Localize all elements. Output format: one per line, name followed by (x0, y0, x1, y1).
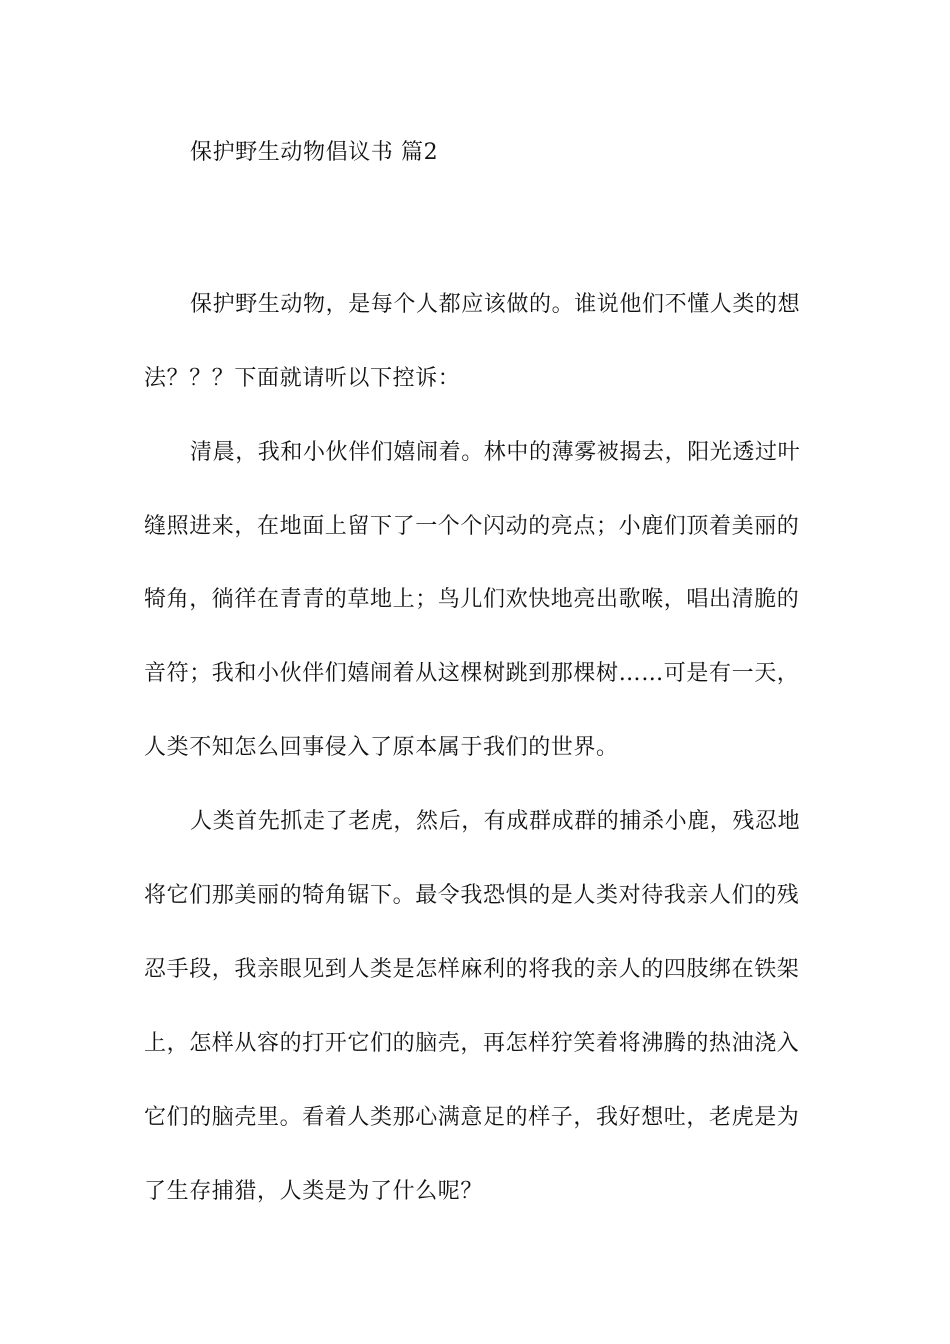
paragraph-3-line-4: 上，怎样从容的打开它们的脑壳，再怎样狞笑着将沸腾的热油浇入 (144, 1031, 800, 1056)
paragraph-3-line-2: 将它们那美丽的犄角锯下。最令我恐惧的是人类对待我亲人们的残 (144, 883, 800, 908)
paragraph-2-line-2: 缝照进来，在地面上留下了一个个闪动的亮点；小鹿们顶着美丽的 (144, 514, 800, 539)
paragraph-2-line-4: 音符；我和小伙伴们嬉闹着从这棵树跳到那棵树……可是有一天， (144, 661, 800, 686)
paragraph-3-line-6: 了生存捕猎，人类是为了什么呢？ (144, 1179, 484, 1204)
paragraph-3-line-1: 人类首先抓走了老虎，然后，有成群成群的捕杀小鹿，残忍地 (190, 809, 801, 834)
paragraph-2-line-1: 清晨，我和小伙伴们嬉闹着。林中的薄雾被揭去，阳光透过叶 (190, 440, 801, 465)
paragraph-3-line-5: 它们的脑壳里。看着人类那心满意足的样子，我好想吐，老虎是为 (144, 1105, 800, 1130)
paragraph-2-line-5: 人类不知怎么回事侵入了原本属于我们的世界。 (144, 735, 619, 760)
paragraph-3-line-3: 忍手段，我亲眼见到人类是怎样麻利的将我的亲人的四肢绑在铁架 (144, 957, 800, 982)
paragraph-1-line-1: 保护野生动物，是每个人都应该做的。谁说他们不懂人类的想 (190, 292, 801, 317)
document-title: 保护野生动物倡议书 篇2 (190, 140, 439, 165)
paragraph-2-line-3: 犄角，徜徉在青青的草地上；鸟儿们欢快地亮出歌喉，唱出清脆的 (144, 587, 800, 612)
paragraph-1-line-2: 法？？？下面就请听以下控诉： (144, 366, 461, 391)
